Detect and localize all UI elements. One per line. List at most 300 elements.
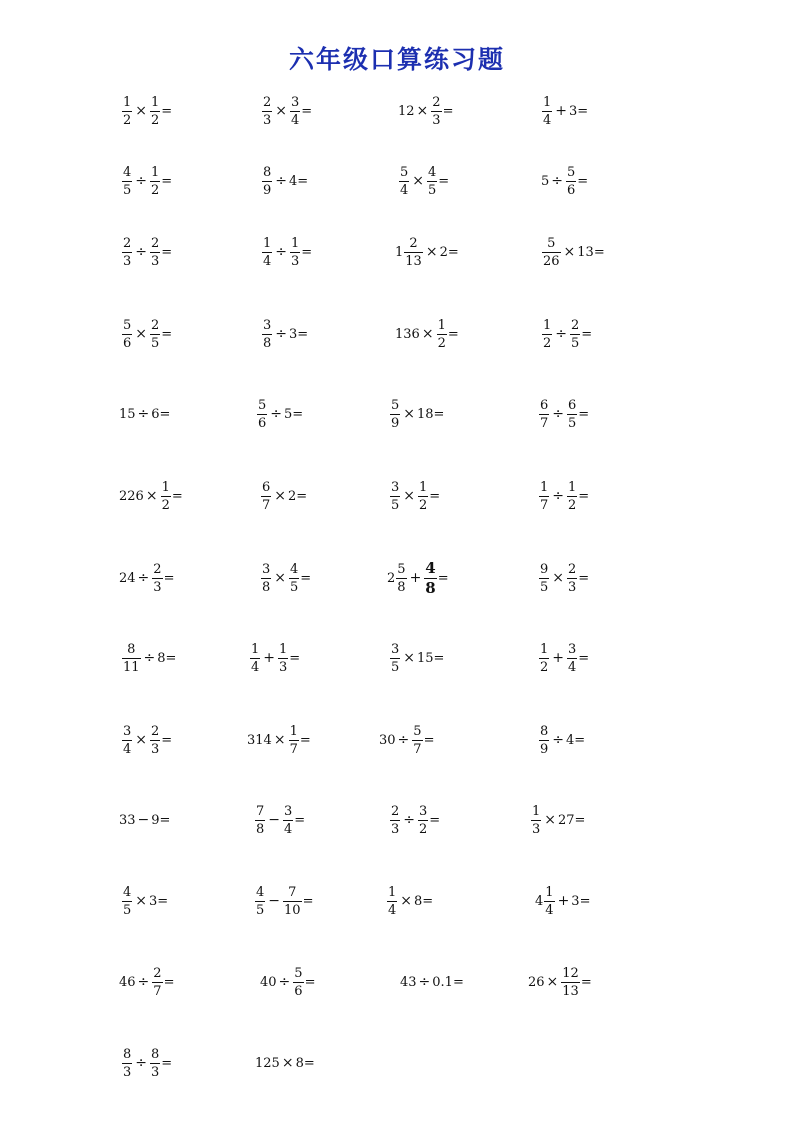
operator: +	[263, 650, 276, 666]
operator: ×	[135, 893, 148, 909]
denominator: 7	[262, 497, 271, 513]
fraction	[262, 319, 272, 350]
operator: +	[552, 650, 565, 666]
numerator: 1	[123, 94, 132, 110]
operator: ×	[281, 1055, 294, 1071]
numerator: 2	[432, 94, 441, 110]
denominator: 7	[289, 741, 298, 757]
numerator: 5	[547, 235, 556, 251]
math-problem	[379, 715, 434, 765]
fraction	[531, 805, 541, 836]
fraction	[542, 319, 552, 350]
denominator: 3	[153, 579, 162, 595]
math-problem	[538, 471, 589, 521]
numerator: 3	[291, 94, 300, 110]
operator: ×	[412, 173, 425, 189]
math-problem	[398, 156, 449, 206]
numerator: 3	[391, 479, 400, 495]
denominator: 2	[543, 335, 552, 351]
fraction	[390, 643, 400, 674]
numerator: 1	[419, 479, 428, 495]
math-problem	[121, 715, 172, 765]
fraction	[539, 725, 549, 756]
number-text: 15=	[417, 650, 445, 666]
math-problem	[119, 795, 170, 845]
fraction	[396, 563, 406, 594]
denominator: 9	[540, 741, 549, 757]
fraction	[283, 886, 302, 917]
number-text: 0.1=	[432, 974, 464, 990]
fraction	[418, 805, 428, 836]
math-problem	[119, 389, 170, 439]
fraction	[122, 643, 141, 674]
operator: ÷	[137, 974, 150, 990]
math-problem	[538, 715, 585, 765]
denominator: 5	[571, 335, 580, 351]
math-problem	[387, 553, 449, 603]
number-text: =	[163, 570, 175, 586]
denominator: 4	[388, 902, 397, 918]
worksheet-title: 六年级口算练习题	[288, 45, 505, 74]
number-text: 8=	[295, 1055, 315, 1071]
fraction	[293, 967, 303, 998]
number-text: =	[438, 173, 450, 189]
denominator: 4	[545, 902, 554, 918]
number-text: =	[578, 570, 590, 586]
denominator: 7	[413, 741, 422, 757]
fraction	[150, 319, 160, 350]
numerator: 5	[294, 965, 303, 981]
denominator: 5	[151, 335, 160, 351]
number-text: 24	[119, 570, 136, 586]
number-text: =	[581, 326, 593, 342]
number-text: 4=	[289, 173, 309, 189]
numerator: 7	[288, 884, 297, 900]
denominator: 6	[123, 335, 132, 351]
denominator: 5	[123, 182, 132, 198]
fraction	[261, 563, 271, 594]
operator: −	[268, 893, 281, 909]
denominator: 2	[123, 112, 132, 128]
numerator: 1	[532, 803, 541, 819]
denominator: 3	[263, 112, 272, 128]
operator: ÷	[270, 406, 283, 422]
problem-row	[0, 715, 794, 765]
math-problem	[528, 957, 592, 1007]
number-text: 40	[260, 974, 277, 990]
operator: ×	[273, 732, 286, 748]
denominator: 8	[263, 335, 272, 351]
fraction	[412, 725, 422, 756]
denominator: 2	[540, 659, 549, 675]
denominator: 2	[161, 497, 170, 513]
numerator: 5	[258, 397, 267, 413]
denominator: 4	[568, 659, 577, 675]
operator: −	[137, 812, 150, 828]
operator: ÷	[135, 173, 148, 189]
numerator: 7	[256, 803, 265, 819]
problem-row	[0, 795, 794, 845]
numerator: 4	[123, 884, 132, 900]
denominator: 4	[251, 659, 260, 675]
denominator: 8	[262, 579, 271, 595]
denominator: 3	[391, 821, 400, 837]
number-text: =	[578, 650, 590, 666]
operator: +	[557, 893, 570, 909]
denominator: 3	[123, 1064, 132, 1080]
numerator: 1	[151, 164, 160, 180]
math-problem	[395, 227, 459, 277]
operator: ÷	[137, 570, 150, 586]
numerator: 3	[123, 723, 132, 739]
operator: −	[268, 812, 281, 828]
operator: ×	[275, 103, 288, 119]
operator: ÷	[552, 406, 565, 422]
numerator: 5	[413, 723, 422, 739]
math-problem	[249, 633, 300, 683]
fraction	[257, 399, 267, 430]
number-text: 3=	[149, 893, 169, 909]
fraction	[150, 166, 160, 197]
numerator: 2	[571, 317, 580, 333]
number-text: 314	[247, 732, 272, 748]
number-text: =	[429, 812, 441, 828]
fraction	[161, 481, 171, 512]
problem-row	[0, 156, 794, 206]
operator: ×	[416, 103, 429, 119]
problem-row	[0, 876, 794, 926]
math-problem	[119, 957, 174, 1007]
fraction	[250, 643, 260, 674]
math-problem	[255, 1038, 315, 1088]
denominator: 3	[568, 579, 577, 595]
math-problem	[389, 633, 444, 683]
operator: ×	[403, 406, 416, 422]
number-text: =	[161, 326, 173, 342]
operator: +	[409, 570, 422, 586]
numerator: 9	[540, 561, 549, 577]
numerator: 8	[123, 1046, 132, 1062]
fraction	[290, 237, 300, 268]
denominator: 5	[391, 497, 400, 513]
number-text: 1	[395, 244, 404, 260]
fraction	[570, 319, 580, 350]
numerator: 4	[256, 884, 265, 900]
math-problem	[535, 876, 590, 926]
numerator: 6	[262, 479, 271, 495]
fraction	[122, 319, 132, 350]
number-text: =	[161, 103, 173, 119]
numerator: 3	[419, 803, 428, 819]
number-text: 4	[535, 893, 544, 909]
fraction	[289, 563, 299, 594]
numerator: 4	[123, 164, 132, 180]
denominator: 5	[391, 659, 400, 675]
numerator: 8	[127, 641, 136, 657]
denominator: 9	[391, 415, 400, 431]
numerator: 1	[251, 641, 260, 657]
math-problem	[541, 227, 605, 277]
number-text: =	[580, 974, 592, 990]
operator: ÷	[555, 326, 568, 342]
problem-row	[0, 389, 794, 439]
denominator: 8	[397, 579, 406, 595]
denominator: 5	[568, 415, 577, 431]
numerator: 8	[540, 723, 549, 739]
numerator: 1	[291, 235, 300, 251]
number-text: =	[163, 974, 175, 990]
numerator: 2	[153, 561, 162, 577]
number-text: =	[442, 103, 454, 119]
math-problem	[260, 957, 315, 1007]
fraction	[289, 725, 299, 756]
fraction	[561, 967, 580, 998]
fraction	[539, 481, 549, 512]
denominator: 7	[153, 983, 162, 999]
denominator: 7	[540, 415, 549, 431]
operator: ×	[403, 488, 416, 504]
number-text: 226	[119, 488, 144, 504]
number-text: 3=	[571, 893, 591, 909]
operator: ÷	[278, 974, 291, 990]
fraction	[283, 805, 293, 836]
operator: ×	[544, 812, 557, 828]
number-text: 6=	[151, 406, 171, 422]
fraction	[539, 643, 549, 674]
fraction	[122, 725, 132, 756]
denominator: 4	[263, 253, 272, 269]
problem-row	[0, 309, 794, 359]
operator: ×	[135, 103, 148, 119]
fraction	[567, 399, 577, 430]
number-text: =	[578, 406, 590, 422]
fraction	[567, 643, 577, 674]
fraction	[122, 237, 132, 268]
math-problem	[256, 389, 303, 439]
fraction	[255, 886, 265, 917]
denominator: 2	[568, 497, 577, 513]
numerator: 1	[263, 235, 272, 251]
operator: ×	[274, 570, 287, 586]
math-problem	[247, 715, 311, 765]
fraction	[542, 237, 561, 268]
denominator: 3	[291, 253, 300, 269]
math-problem	[261, 156, 308, 206]
math-problem	[121, 876, 168, 926]
operator: ×	[145, 488, 158, 504]
problem-row	[0, 471, 794, 521]
denominator: 8	[425, 578, 436, 597]
fraction	[152, 563, 162, 594]
number-text: 9=	[151, 812, 171, 828]
numerator: 1	[161, 479, 170, 495]
operator: ×	[274, 488, 287, 504]
operator: ×	[421, 326, 434, 342]
number-text: 8=	[414, 893, 434, 909]
number-text: =	[299, 732, 311, 748]
number-text: =	[304, 974, 316, 990]
fraction	[542, 96, 552, 127]
number-text: 33	[119, 812, 136, 828]
denominator: 3	[151, 253, 160, 269]
fraction	[566, 166, 576, 197]
number-text: =	[301, 103, 313, 119]
problem-row	[0, 227, 794, 277]
denominator: 3	[532, 821, 541, 837]
number-text: 43	[400, 974, 417, 990]
numerator: 1	[543, 94, 552, 110]
fraction	[567, 563, 577, 594]
number-text: 4=	[566, 732, 586, 748]
number-text: =	[161, 732, 173, 748]
numerator: 4	[290, 561, 299, 577]
math-problem	[530, 795, 585, 845]
denominator: 11	[123, 659, 140, 675]
operator: ×	[546, 974, 559, 990]
numerator: 3	[391, 641, 400, 657]
fraction	[150, 96, 160, 127]
numerator: 5	[391, 397, 400, 413]
fraction	[150, 725, 160, 756]
number-text: 5	[541, 173, 550, 189]
fraction	[150, 237, 160, 268]
number-text: 30	[379, 732, 396, 748]
math-problem	[121, 633, 176, 683]
math-problem	[261, 309, 308, 359]
number-text: =	[429, 488, 441, 504]
math-problem	[260, 553, 311, 603]
math-problem	[538, 553, 589, 603]
operator: ÷	[551, 173, 564, 189]
denominator: 13	[562, 983, 579, 999]
denominator: 5	[540, 579, 549, 595]
number-text: =	[161, 244, 173, 260]
denominator: 5	[428, 182, 437, 198]
problem-row	[0, 86, 794, 136]
number-text: 13=	[577, 244, 605, 260]
fraction	[431, 96, 441, 127]
numerator: 1	[540, 641, 549, 657]
fraction	[404, 237, 423, 268]
denominator: 2	[419, 821, 428, 837]
math-problem	[386, 876, 433, 926]
denominator: 13	[405, 253, 422, 269]
denominator: 2	[151, 112, 160, 128]
number-text: 46	[119, 974, 136, 990]
operator: ×	[135, 732, 148, 748]
numerator: 1	[388, 884, 397, 900]
operator: +	[555, 103, 568, 119]
fraction	[255, 805, 265, 836]
math-problem	[121, 156, 172, 206]
fraction	[539, 563, 549, 594]
numerator: 2	[123, 235, 132, 251]
math-problem	[260, 471, 307, 521]
denominator: 3	[432, 112, 441, 128]
denominator: 7	[540, 497, 549, 513]
number-text: 2=	[439, 244, 459, 260]
denominator: 2	[437, 335, 446, 351]
math-problem	[395, 309, 459, 359]
numerator: 6	[568, 397, 577, 413]
math-problem	[389, 389, 444, 439]
operator: ÷	[135, 1055, 148, 1071]
numerator: 1	[543, 317, 552, 333]
fraction	[424, 558, 436, 597]
math-problem	[121, 86, 172, 136]
math-problem	[119, 553, 174, 603]
denominator: 6	[294, 983, 303, 999]
number-text: 3=	[289, 326, 309, 342]
numerator: 2	[151, 317, 160, 333]
math-problem	[400, 957, 464, 1007]
numerator: 5	[400, 164, 409, 180]
number-text: 12	[398, 103, 415, 119]
number-text: =	[577, 173, 589, 189]
numerator: 3	[262, 561, 271, 577]
number-text: =	[161, 1055, 173, 1071]
math-problem	[121, 1038, 172, 1088]
number-text: 3=	[569, 103, 589, 119]
denominator: 2	[151, 182, 160, 198]
fraction	[418, 481, 428, 512]
fraction	[539, 399, 549, 430]
operator: ÷	[135, 244, 148, 260]
fraction	[150, 1048, 160, 1079]
operator: ÷	[143, 650, 156, 666]
denominator: 5	[290, 579, 299, 595]
math-problem	[254, 795, 305, 845]
numerator: 1	[279, 641, 288, 657]
number-text: 18=	[417, 406, 445, 422]
fraction	[399, 166, 409, 197]
math-problem	[389, 471, 440, 521]
fraction	[122, 1048, 132, 1079]
number-text: =	[302, 893, 314, 909]
denominator: 4	[291, 112, 300, 128]
numerator: 8	[151, 1046, 160, 1062]
numerator: 2	[153, 965, 162, 981]
operator: ×	[400, 893, 413, 909]
denominator: 26	[543, 253, 560, 269]
numerator: 5	[397, 561, 406, 577]
operator: ÷	[275, 326, 288, 342]
numerator: 2	[263, 94, 272, 110]
denominator: 4	[400, 182, 409, 198]
denominator: 5	[256, 902, 265, 918]
number-text: 136	[395, 326, 420, 342]
math-problem	[119, 471, 183, 521]
number-text: =	[447, 326, 459, 342]
denominator: 3	[123, 253, 132, 269]
operator: ÷	[275, 173, 288, 189]
denominator: 3	[279, 659, 288, 675]
fraction	[290, 96, 300, 127]
operator: ÷	[275, 244, 288, 260]
denominator: 6	[567, 182, 576, 198]
number-text: 2=	[288, 488, 308, 504]
operator: ÷	[403, 812, 416, 828]
number-text: =	[294, 812, 306, 828]
numerator: 5	[567, 164, 576, 180]
number-text: 2	[387, 570, 396, 586]
math-problem	[121, 309, 172, 359]
number-text: =	[301, 244, 313, 260]
numerator: 2	[409, 235, 418, 251]
numerator: 2	[151, 723, 160, 739]
number-text: 27=	[558, 812, 586, 828]
math-problem	[254, 876, 313, 926]
